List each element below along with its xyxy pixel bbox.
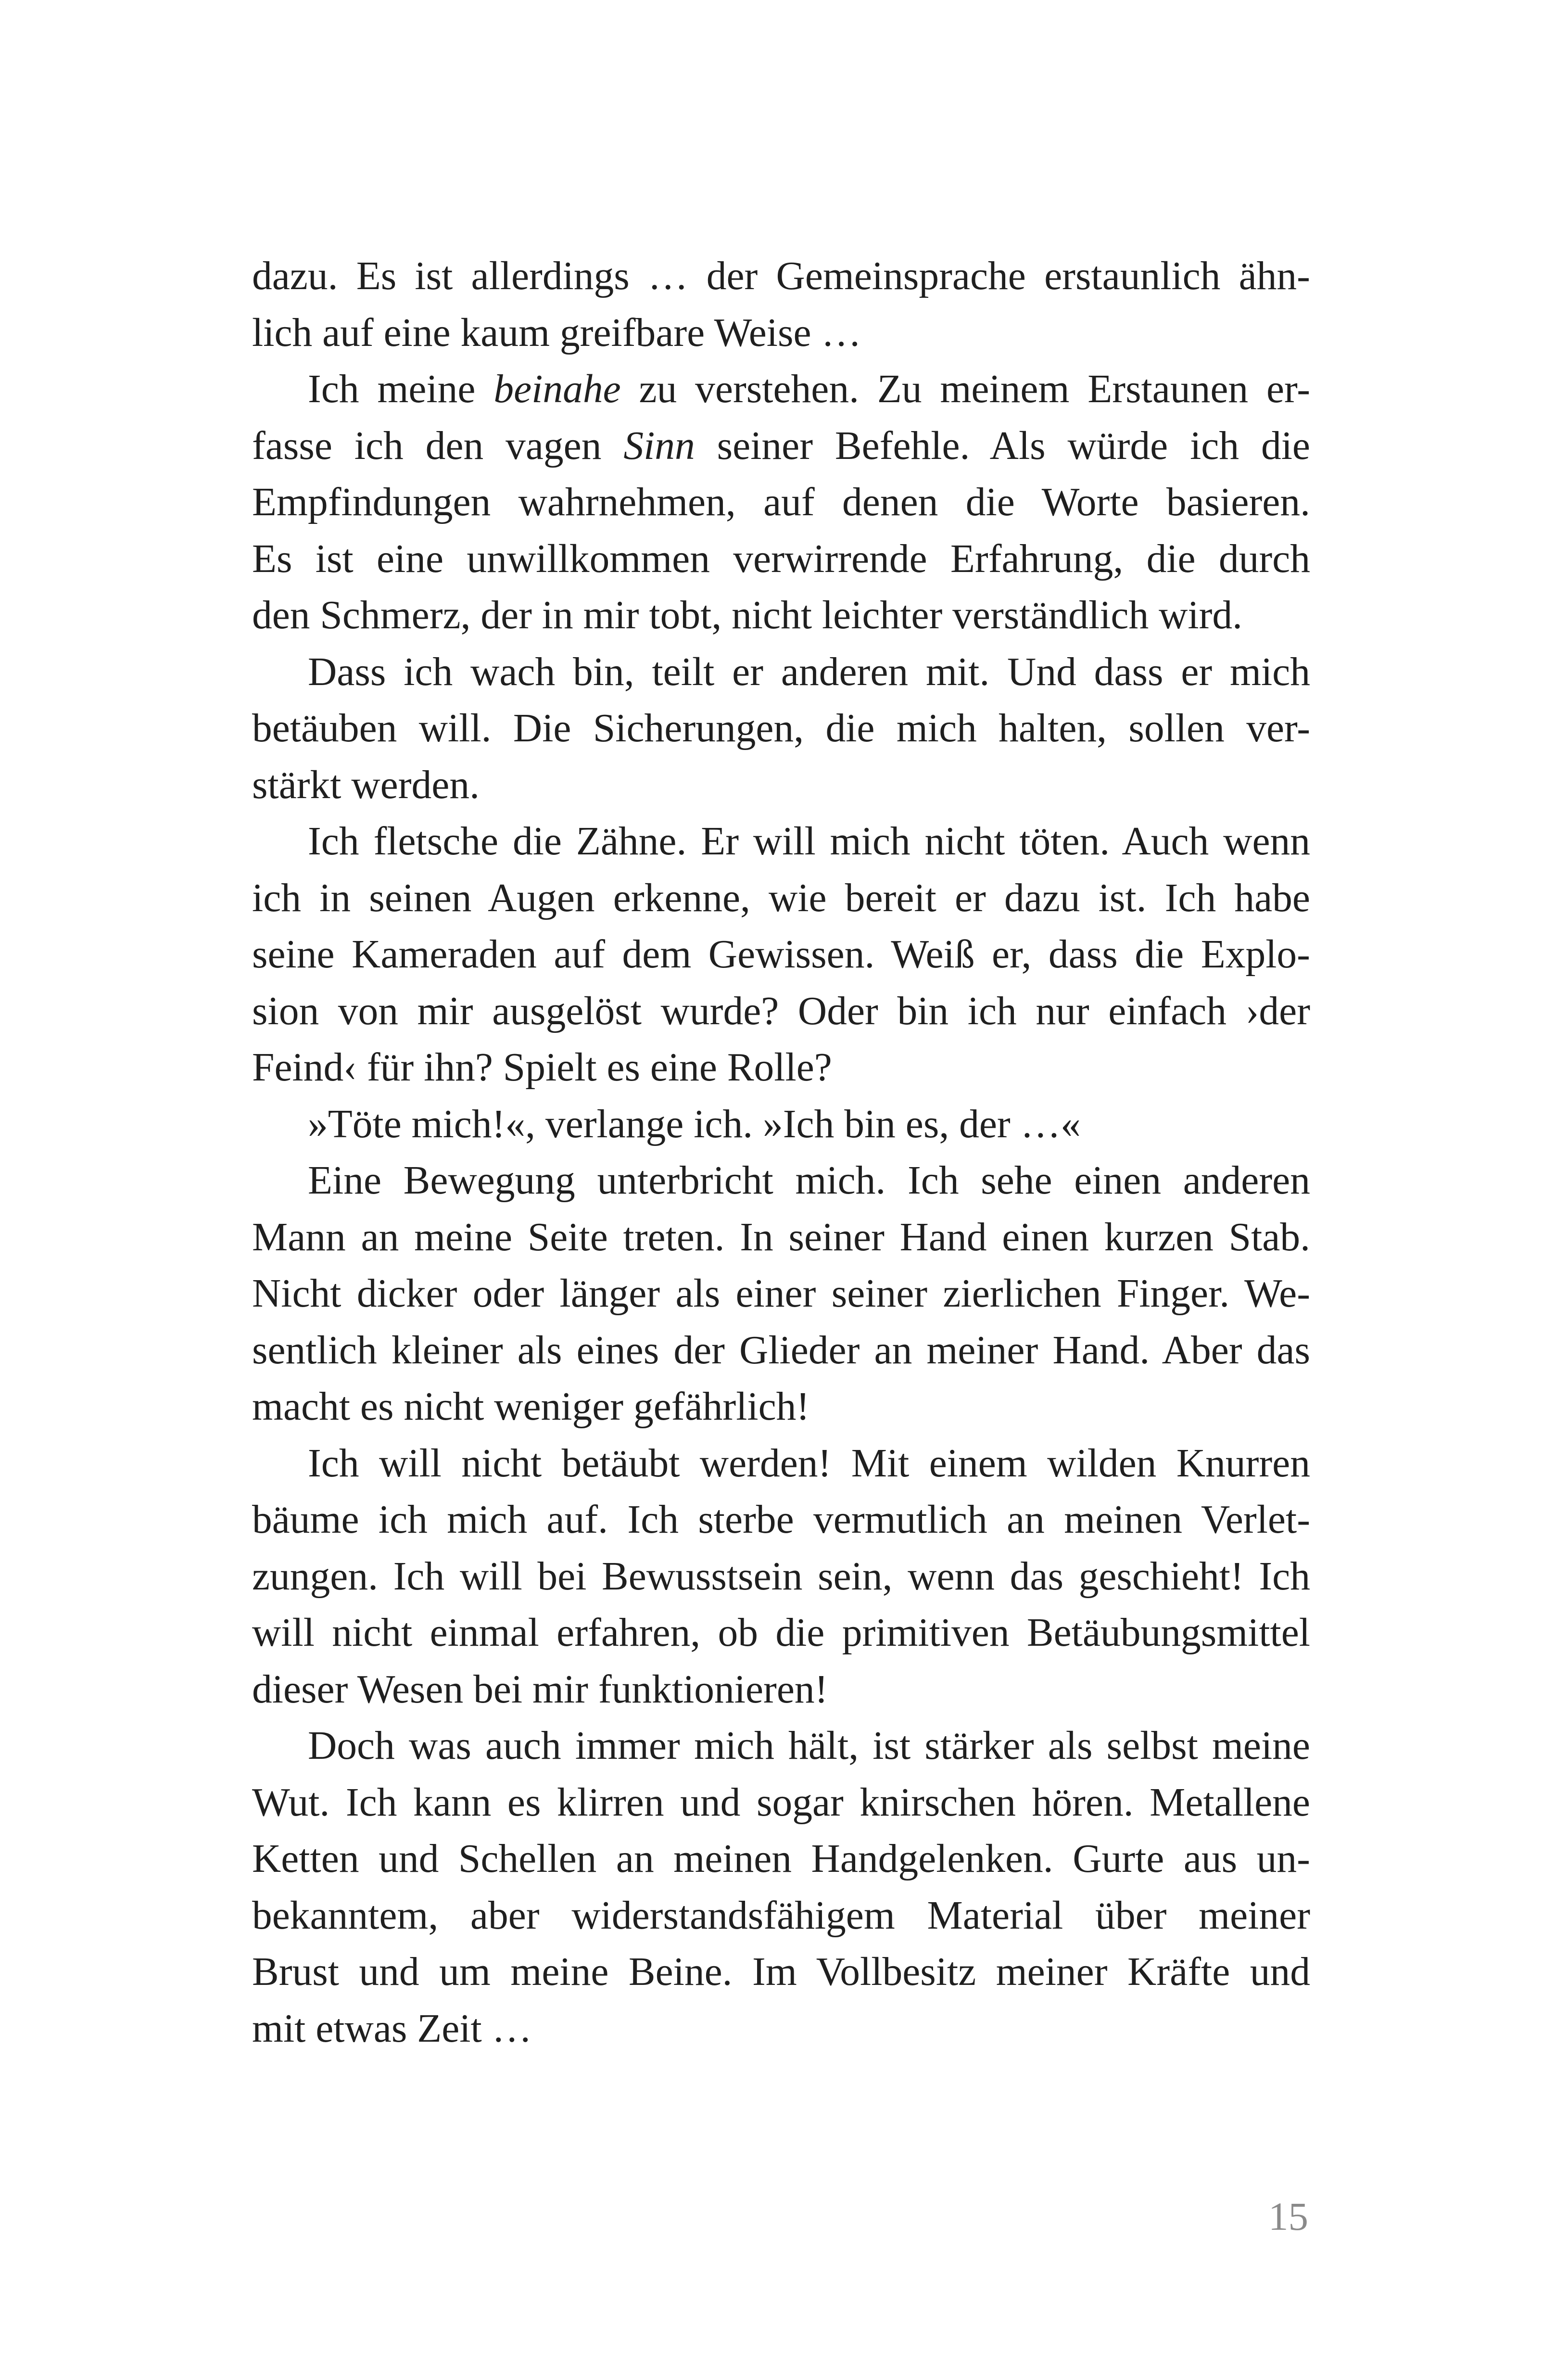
text-run: dieser Wesen bei mir funktionieren!	[252, 1667, 828, 1712]
paragraph	[252, 813, 1310, 1096]
text-run: Dass ich wach bin, teilt er anderen mit. Und dass er mich	[308, 649, 1310, 694]
text-line	[252, 1096, 1310, 1153]
text-line	[252, 983, 1310, 1040]
text-run: bekanntem, aber widerstandsfähigem Material über meiner	[252, 1893, 1310, 1938]
text-line	[252, 1549, 1310, 1605]
text-run: mit etwas Zeit …	[252, 2006, 532, 2051]
paragraph	[252, 1718, 1310, 2057]
text-run: stärkt werden.	[252, 763, 480, 807]
text-run: Ketten und Schellen an meinen Handgelenken. Gurte aus un-	[252, 1837, 1310, 1881]
text-line	[252, 1436, 1310, 1492]
text-run: Wut. Ich kann es klirren und sogar knirschen hören. Metallene	[252, 1780, 1310, 1825]
text-run: fasse ich den vagen	[252, 423, 624, 468]
text-run: Empfindungen wahrnehmen, auf denen die Worte basieren.	[252, 480, 1310, 524]
emphasized-word: Sinn	[623, 423, 695, 468]
paragraph	[252, 1436, 1310, 1718]
text-run: Eine Bewegung unterbricht mich. Ich sehe einen anderen	[308, 1158, 1310, 1203]
text-line	[252, 1944, 1310, 2001]
text-line	[252, 757, 1310, 814]
text-run: dazu. Es ist allerdings … der Gemeinsprache erstaunlich ähn-	[252, 254, 1310, 298]
text-line	[252, 1379, 1310, 1436]
emphasized-word: beinahe	[493, 367, 621, 411]
text-run: ich in seinen Augen erkenne, wie bereit er dazu ist. Ich habe	[252, 876, 1310, 920]
text-line	[252, 305, 1310, 362]
text-line	[252, 1153, 1310, 1209]
text-run: bäume ich mich auf. Ich sterbe vermutlich an meinen Verlet-	[252, 1498, 1310, 1542]
page-number: 15	[1268, 2194, 1308, 2238]
text-run: zungen. Ich will bei Bewusstsein sein, wenn das geschieht! Ich	[252, 1554, 1310, 1599]
text-line	[252, 1831, 1310, 1888]
text-run: Ich will nicht betäubt werden! Mit einem wilden Knurren	[308, 1441, 1310, 1486]
text-line	[252, 813, 1310, 870]
text-run: macht es nicht weniger gefährlich!	[252, 1385, 810, 1429]
text-run: Ich fletsche die Zähne. Er will mich nicht töten. Auch wenn	[308, 819, 1310, 864]
text-line	[252, 2001, 1310, 2058]
text-line	[252, 1492, 1310, 1549]
text-run: sentlich kleiner als eines der Glieder an meiner Hand. Aber das	[252, 1328, 1310, 1373]
text-line	[252, 1040, 1310, 1096]
paragraph	[252, 1096, 1310, 1153]
text-run: Brust und um meine Beine. Im Vollbesitz meiner Kräfte und	[252, 1950, 1310, 1994]
text-line	[252, 1266, 1310, 1322]
text-line	[252, 1322, 1310, 1379]
text-run: seine Kameraden auf dem Gewissen. Weiß er, dass die Explo-	[252, 932, 1310, 977]
paragraph	[252, 248, 1310, 361]
text-run: Doch was auch immer mich hält, ist stärker als selbst meine	[308, 1724, 1310, 1768]
text-run: Es ist eine unwillkommen verwirrende Erfahrung, die durch	[252, 536, 1310, 581]
text-line	[252, 1888, 1310, 1945]
text-line	[252, 870, 1310, 927]
paragraph	[252, 1153, 1310, 1436]
text-line	[252, 248, 1310, 305]
text-run: zu verstehen. Zu meinem Erstaunen er-	[620, 367, 1310, 411]
text-run: den Schmerz, der in mir tobt, nicht leichter verständlich wird.	[252, 593, 1243, 637]
paragraph	[252, 361, 1310, 644]
paragraph	[252, 644, 1310, 814]
text-line	[252, 1718, 1310, 1775]
text-run: sion von mir ausgelöst wurde? Oder bin ich nur einfach ›der	[252, 989, 1310, 1033]
text-line	[252, 1775, 1310, 1831]
text-line	[252, 927, 1310, 983]
text-run: betäuben will. Die Sicherungen, die mich halten, sollen ver-	[252, 706, 1310, 750]
page-body	[252, 248, 1310, 2057]
text-run: Mann an meine Seite treten. In seiner Hand einen kurzen Stab.	[252, 1215, 1310, 1259]
text-line	[252, 700, 1310, 757]
text-line	[252, 1209, 1310, 1266]
text-run: »Töte mich!«, verlange ich. »Ich bin es, der …«	[308, 1102, 1081, 1146]
text-line	[252, 474, 1310, 531]
text-line	[252, 644, 1310, 701]
text-run: Nicht dicker oder länger als einer seiner zierlichen Finger. We-	[252, 1271, 1310, 1316]
text-line	[252, 418, 1310, 475]
text-run: will nicht einmal erfahren, ob die primitiven Betäubungsmittel	[252, 1611, 1310, 1655]
text-run: Ich meine	[308, 367, 494, 411]
text-run: Feind‹ für ihn? Spielt es eine Rolle?	[252, 1045, 832, 1090]
text-line	[252, 587, 1310, 644]
text-line	[252, 1662, 1310, 1718]
text-run: lich auf eine kaum greifbare Weise …	[252, 310, 861, 355]
text-line	[252, 531, 1310, 588]
text-run: seiner Befehle. Als würde ich die	[695, 423, 1310, 468]
text-line	[252, 361, 1310, 418]
text-line	[252, 1605, 1310, 1662]
